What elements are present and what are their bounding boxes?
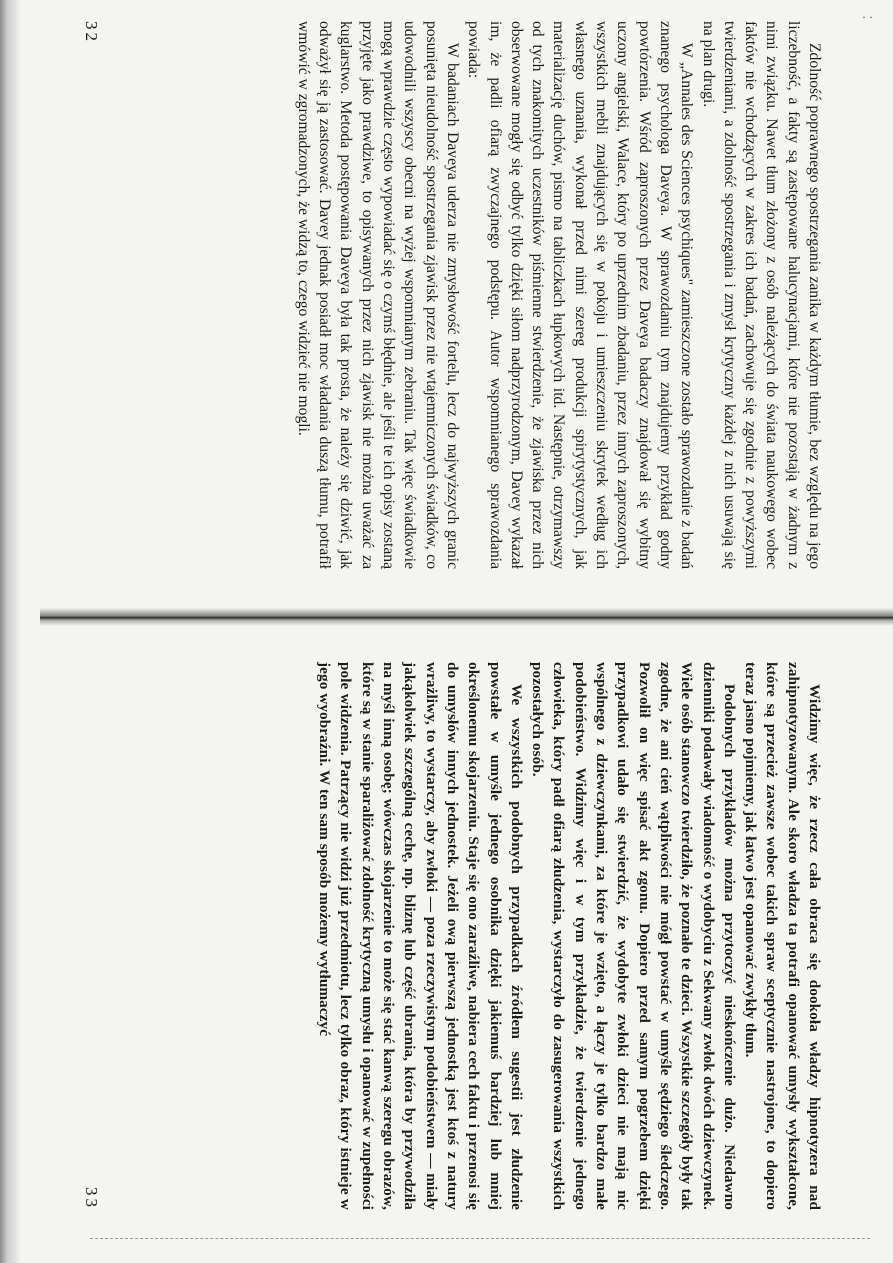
paragraph: W badaniach Daveya uderza nie zmysłowość fortelu, lecz do najwyższych granic posunięta nieudolność spostrzegania zjawisk przez nie wtajemniczonych świadków, co udowodnili wszyscy obecni na wyżej wspomnianym zebraniu. Tak więc świadkowie mogą wprawdzie często wypowiadać się o czymś błędnie, ale jeśli te ich opisy zostaną przyjęte jako prawdziwe, to opisywanych przez nich zjawisk nie można uważać za kuglarstwo. Metoda postępowania Daveya była tak prosta, że należy się dziwić, jak odważył się ją zastosować. Davey jednak posiadł moc władania duszą tłumu, potrafił wmówić w zgromadzonych, że widzą to, czego widzieć nie mogli. <box>294 21 461 569</box>
paragraph: Zdolność poprawnego spostrzegania zanika w każdym tłumie, bez względu na jego liczebność, a fakty są zastępowane halucynacjami, które nie pozostają w żadnym z nimi związku. Nawet tłum złożony z osób należących do świata naukowego wobec faktów nie wchodzących w zakres ich badań, zachowuje się zgodnie z powyższymi twierdzeniami, a zdolność spostrzegania i zmysł krytyczny każdej z nich usuwają się na plan drugi. <box>699 21 823 569</box>
paragraph: W „Annales des Sciences psychiques" zamieszczone zostało sprawozdanie z badań znanego psychologa Daveya. W sprawozdaniu tym znajdujemy przykład godny powtórzenia. Wśród zaproszonych przez Daveya badaczy znajdował się wybitny uczony angielski, Walace, który po uprzednim zbadaniu, przez innych zaproszonych, wszystkich mebli znajdujących się w pokoju i umieszczeniu skrytek według ich własnego uznania, wykonał przed nimi szereg produkcji spirytystycznych, jak materializację duchów, pismo na tabliczkach łupkowych itd. Następnie, otrzymawszy od tych znakomitych uczestników piśmienne stwierdzenie, że zjawiska przez nich obserwowane mogły się odbyć tylko dzięki siłom nadprzyrodzonym, Davey wykazał im, że padli ofiarą zwyczajnego podstępu. Autor wspomnianego sprawozdania powiada: <box>465 21 696 569</box>
page-33-text <box>314 662 825 1210</box>
scan-edge-shadow <box>0 0 22 1263</box>
page-32 <box>55 0 845 595</box>
scan-bottom-edge <box>90 1238 870 1240</box>
page-33 <box>55 636 845 1236</box>
paragraph: Widzimy więc, że rzecz cała obraca się dookoła władzy hipnotyzera nad zahipnotyzowanym. Ale skoro władza ta potrafi opanować umysły wykształcone, które są przecież zawsze wobec takich spraw sceptycznie nastrojone, to dopiero teraz jasno pojmiemy, jak łatwo jest opanować zwykły tłum. <box>742 662 823 1210</box>
paragraph: Podobnych przykładów można przytoczyć nieskończenie dużo. Niedawno dzienniki podawały wiadomość o wydobyciu z Sekwany zwłok dwóch dziewczynek. Wiele osób stanowczo twierdziło, że poznało te dzieci. Wszystkie szczegóły były tak zgodne, że ani cień wątpliwości nie mógł powstać w umyśle sędziego śledczego. Pozwolił on więc spisać akt zgonu. Dopiero przed samym pogrzebem dzięki przypadkowi udało się stwierdzić, że wydobyte zwłoki dzieci nie mają nic wspólnego z dziewczynkami, za które je wzięto, a łączy je tylko bardzo małe podobieństwo. Widzimy więc i w tym przykładzie, że twierdzenie jednego człowieka, który padł ofiarą złudzenia, wystarczyło do zasugerowania wszystkich pozostałych osób. <box>529 662 738 1210</box>
page-number: 33 <box>82 1187 101 1210</box>
page-number: 32 <box>82 21 101 44</box>
scan-specks: · · <box>862 10 873 24</box>
page-32-text <box>293 21 825 569</box>
book-fold <box>40 608 893 626</box>
paragraph: We wszystkich podobnych przypadkach źródłem sugestii jest złudzenie powstałe w umyśle jednego osobnika dzięki jakiemuś bardziej lub mniej określonemu skojarzeniu. Staje się ono zaraźliwe, nabiera cech faktu i przenosi się do umysłów innych jednostek. Jeżeli ową pierwszą jednostką jest ktoś z natury wrażliwy, to wystarczy, aby zwłoki — poza rzeczywistym podobieństwem — miały jakąkolwiek szczególną cechę, np. bliznę lub część ubrania, która by przywodziła na myśl inną osobę; wówczas skojarzenie to może się stać kanwą szeregu obrazów, które są w stanie sparaliżować zdolność krytyczną umysłu i opanować w zupełności pole widzenia. Patrzący nie widzi już przedmiotu, lecz tylko obraz, który istnieje w jego wyobraźni. W ten sam sposób możemy wytłumaczyć <box>316 662 525 1210</box>
